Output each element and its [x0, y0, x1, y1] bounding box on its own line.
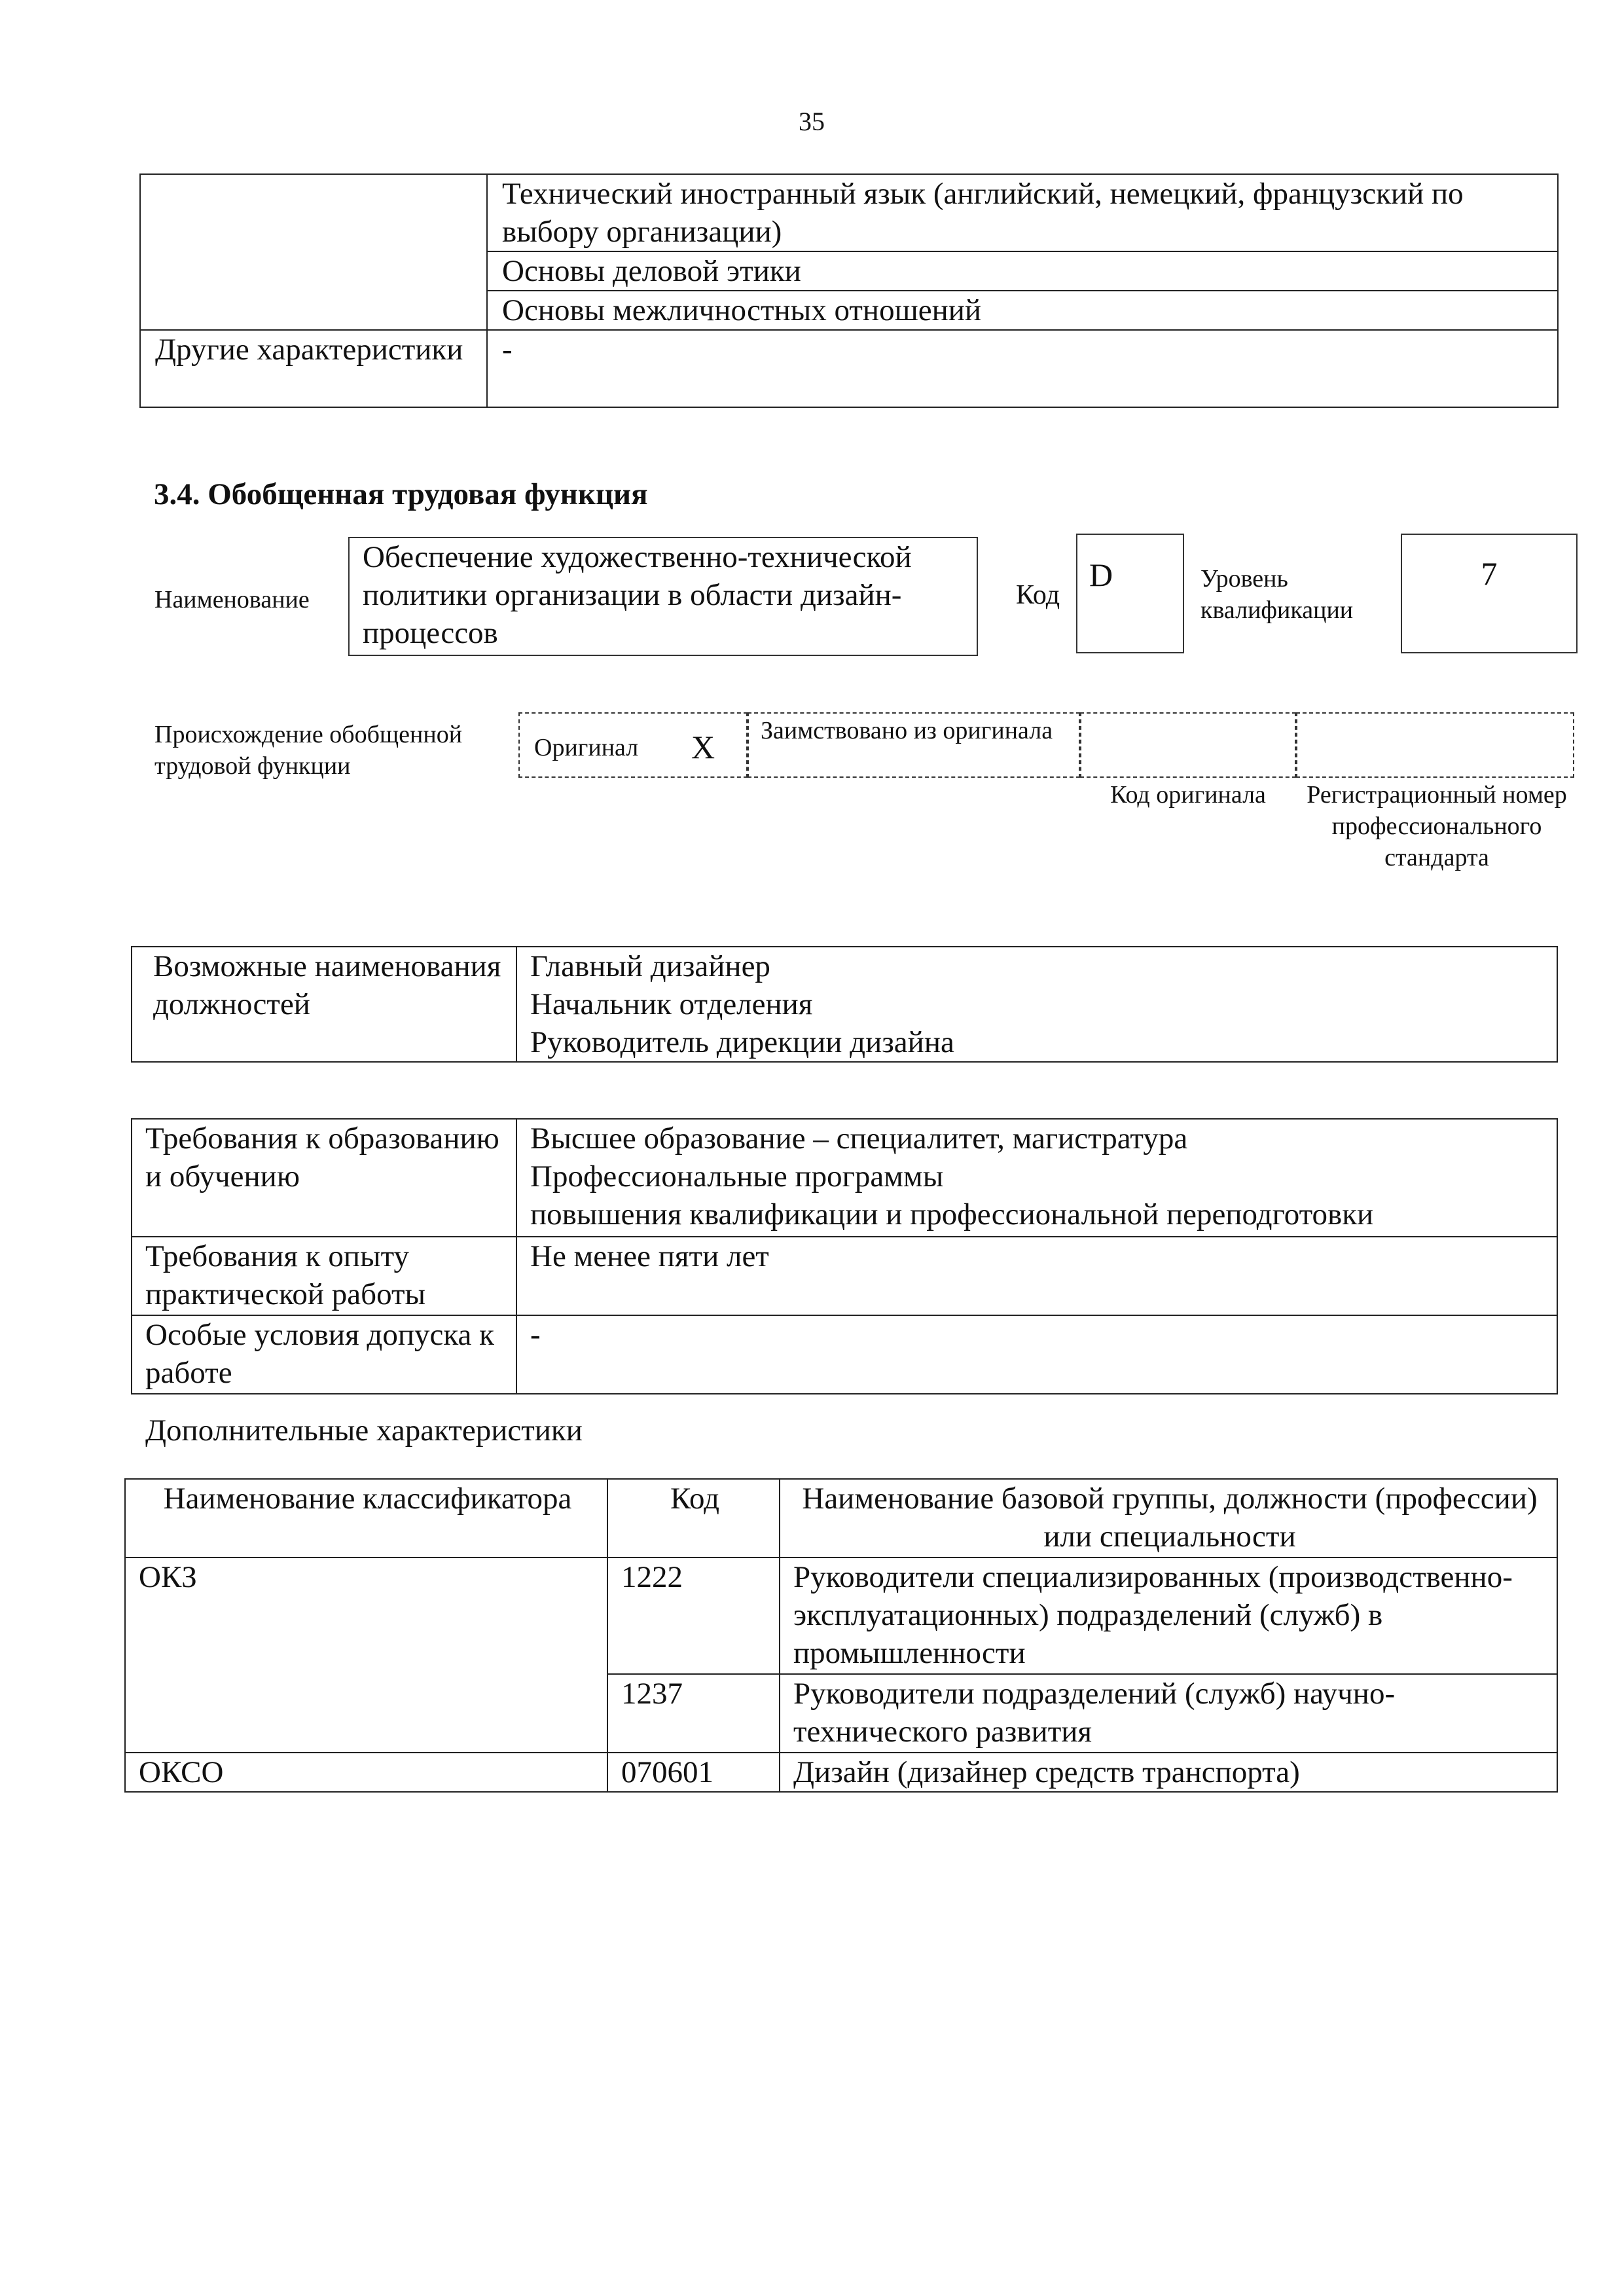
code-cell: 1237	[607, 1674, 780, 1753]
level-label: Уровень квалификации	[1200, 565, 1354, 624]
requirement-value	[516, 1315, 1557, 1394]
code-label: Код	[1016, 580, 1060, 610]
list-item: Руководитель дирекции дизайна	[530, 1025, 954, 1059]
name-value: Обеспечение художественно-технической политики организации в области дизайн-процессов	[348, 537, 978, 656]
requirement-line: Высшее образование – специалитет, магистратура	[530, 1121, 1188, 1156]
requirement-line: -	[530, 1318, 541, 1352]
classifier-cell: ОКСО	[125, 1753, 607, 1792]
reg-number-cell	[1296, 712, 1574, 778]
top-table	[139, 173, 1559, 408]
list-item: Главный дизайнер	[530, 949, 770, 983]
code-value: D	[1076, 534, 1184, 653]
requirement-line: повышения квалификации и профессиональной переподготовки	[530, 1197, 1374, 1231]
requirement-line: Не менее пяти лет	[530, 1239, 769, 1273]
other-characteristics-label: Другие характеристики	[140, 330, 487, 407]
name-cell: Дизайн (дизайнер средств транспорта)	[780, 1753, 1557, 1792]
positions-list	[516, 947, 1557, 1062]
header-classifier: Наименование классификатора	[125, 1479, 607, 1558]
requirement-label: Требования к образованию и обучению	[132, 1119, 516, 1237]
header-name: Наименование базовой группы, должности (профессии) или специальности	[780, 1479, 1557, 1558]
name-label: Наименование	[154, 586, 310, 613]
list-item: Начальник отделения	[530, 987, 813, 1021]
original-label: Оригинал	[534, 734, 639, 761]
code-cell: 070601	[607, 1753, 780, 1792]
requirement-value	[516, 1237, 1557, 1315]
code-cell: 1222	[607, 1558, 780, 1674]
borrowed-label: Заимствовано из оригинала	[761, 717, 1053, 744]
original-mark: X	[691, 729, 715, 765]
original-cell	[518, 712, 748, 778]
header-code: Код	[607, 1479, 780, 1558]
requirement-value	[516, 1119, 1557, 1237]
borrowed-cell	[748, 712, 1080, 778]
requirement-label: Особые условия допуска к работе	[132, 1315, 516, 1394]
level-value: 7	[1401, 534, 1578, 653]
requirements-table	[131, 1118, 1558, 1394]
table-row: Основы межличностных отношений	[487, 291, 1558, 330]
positions-table	[131, 946, 1558, 1063]
classifier-cell: ОКЗ	[125, 1558, 607, 1753]
page-number: 35	[799, 107, 825, 136]
code-original-label: Код оригинала	[1110, 781, 1266, 809]
positions-label: Возможные наименования должностей	[132, 947, 516, 1062]
additional-table	[124, 1478, 1558, 1793]
table-row: Основы деловой этики	[487, 251, 1558, 291]
section-heading: 3.4. Обобщенная трудовая функция	[154, 477, 648, 511]
other-characteristics-value: -	[487, 330, 1558, 407]
requirement-label: Требования к опыту практической работы	[132, 1237, 516, 1315]
additional-title: Дополнительные характеристики	[145, 1413, 583, 1448]
code-original-cell	[1080, 712, 1296, 778]
empty-cell	[140, 174, 487, 330]
requirement-line: Профессиональные программы	[530, 1159, 944, 1194]
reg-number-label: Регистрационный номер профессионального стандарта	[1307, 781, 1567, 871]
table-row: Технический иностранный язык (английский, немецкий, французский по выбору организации)	[487, 174, 1558, 251]
name-cell: Руководители подразделений (служб) научно-технического развития	[780, 1674, 1557, 1753]
origin-label: Происхождение обобщенной трудовой функции	[154, 721, 463, 780]
name-cell: Руководители специализированных (производственно-эксплуатационных) подразделений (служб) в промышленности	[780, 1558, 1557, 1674]
